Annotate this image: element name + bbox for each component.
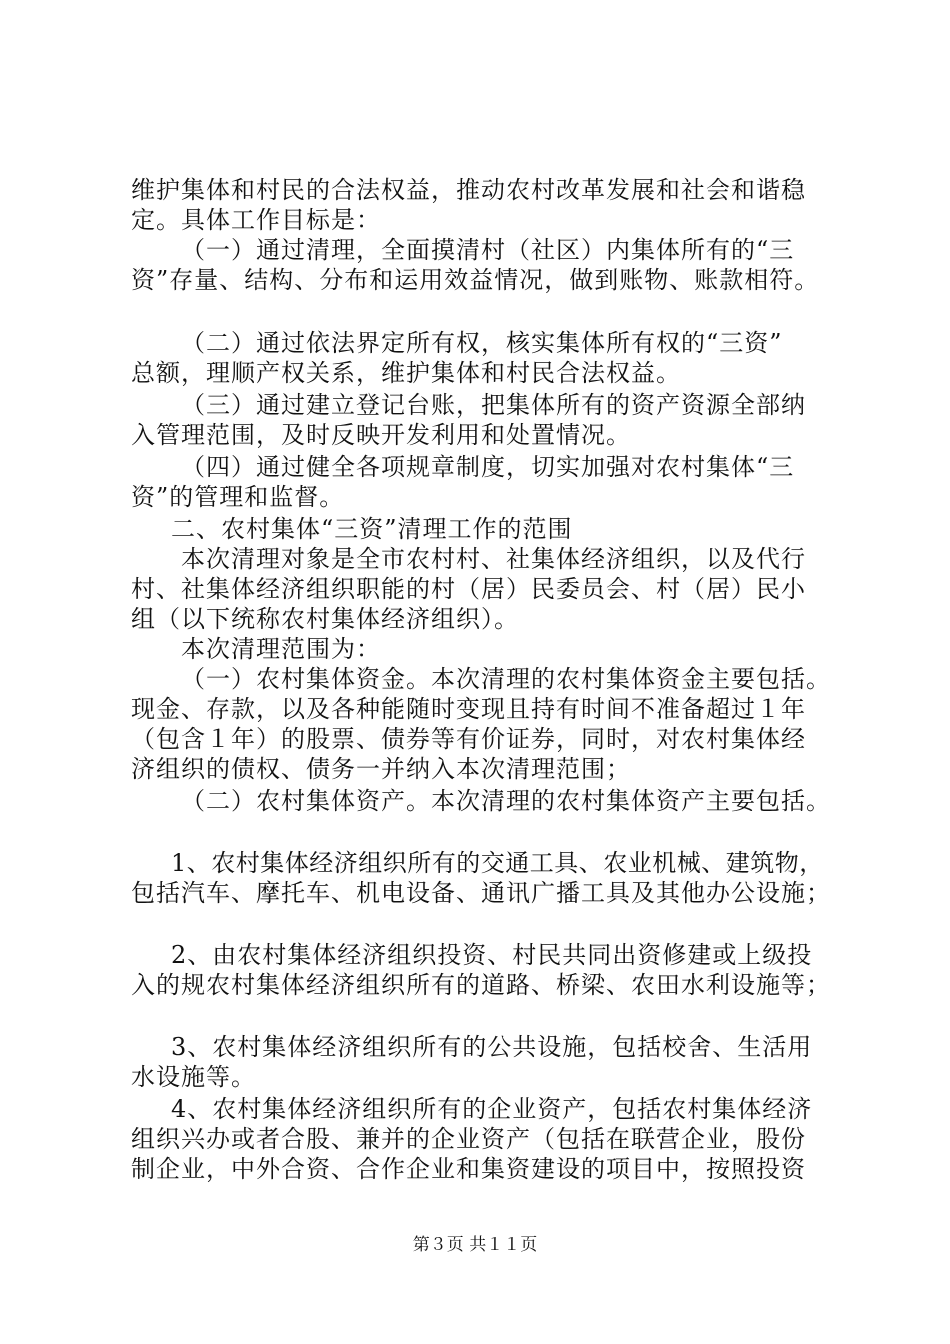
text-line: 3、农村集体经济组织所有的公共设施，包括校舍、生活用	[171, 1033, 813, 1061]
text-line: （包含１年）的股票、债券等有价证券，同时，对农村集体经	[131, 725, 806, 753]
text-line: 维护集体和村民的合法权益，推动农村改革发展和社会和谐稳	[131, 176, 806, 204]
text-line: 本次清理对象是全市农村村、社集体经济组织，以及代行	[181, 545, 806, 573]
text-line: 入管理范围，及时反映开发利用和处置情况。	[131, 421, 631, 449]
text-line: 包括汽车、摩托车、机电设备、通讯广播工具及其他办公设施；	[131, 879, 831, 907]
text-line: （二）通过依法界定所有权，核实集体所有权的“三资”	[181, 329, 783, 357]
text-line: （一）农村集体资金。本次清理的农村集体资金主要包括。	[181, 665, 831, 693]
text-line: 2、由农村集体经济组织投资、村民共同出资修建或上级投	[171, 941, 813, 969]
text-line: （二）农村集体资产。本次清理的农村集体资产主要包括。	[181, 787, 831, 815]
text-line: （四）通过健全各项规章制度，切实加强对农村集体“三	[181, 453, 795, 481]
text-line: 水设施等。	[131, 1063, 256, 1091]
text-line: 资”存量、结构、分布和运用效益情况，做到账物、账款相符。	[131, 266, 820, 294]
text-line: 定。具体工作目标是：	[131, 206, 381, 234]
text-line: 制企业，中外合资、合作企业和集资建设的项目中，按照投资	[131, 1155, 806, 1183]
text-line: 组织兴办或者合股、兼并的企业资产（包括在联营企业，股份	[131, 1125, 806, 1153]
text-line: （三）通过建立登记台账，把集体所有的资产资源全部纳	[181, 391, 806, 419]
text-line: 资”的管理和监督。	[131, 483, 345, 511]
text-line: 组（以下统称农村集体经济组织）。	[131, 605, 519, 633]
page-number-footer: 第３页 共１１页	[412, 1235, 538, 1255]
section-heading: 二、农村集体“三资”清理工作的范围	[171, 515, 573, 543]
text-line: 4、农村集体经济组织所有的企业资产，包括农村集体经济	[171, 1095, 813, 1123]
text-line: 村、社集体经济组织职能的村（居）民委员会、村（居）民小	[131, 575, 806, 603]
text-line: 入的规农村集体经济组织所有的道路、桥梁、农田水利设施等；	[131, 971, 831, 999]
text-line: 本次清理范围为：	[181, 635, 381, 663]
text-line: （一）通过清理，全面摸清村（社区）内集体所有的“三	[181, 236, 795, 264]
text-line: 现金、存款，以及各种能随时变现且持有时间不准备超过１年	[131, 695, 806, 723]
text-line: 1、农村集体经济组织所有的交通工具、农业机械、建筑物，	[171, 849, 824, 877]
text-line: 济组织的债权、债务一并纳入本次清理范围；	[131, 755, 631, 783]
text-line: 总额，理顺产权关系，维护集体和村民合法权益。	[131, 359, 681, 387]
